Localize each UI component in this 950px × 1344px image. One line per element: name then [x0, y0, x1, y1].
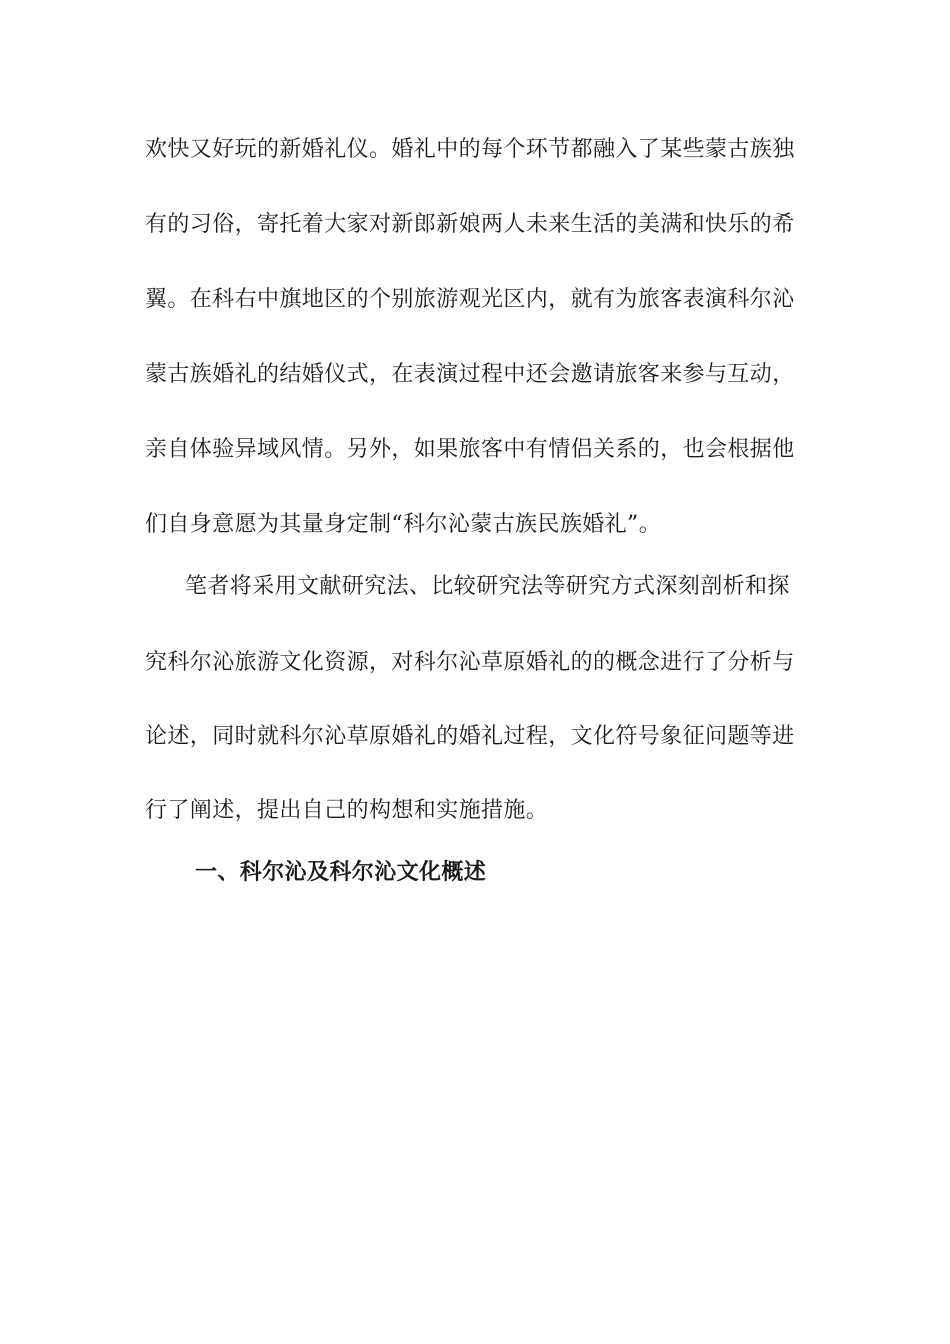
- paragraph-2-line-4: 行了阐述，提出自己的构想和实施措施。: [145, 798, 549, 823]
- paragraph-2-line-2: 究科尔沁旅游文化资源，对科尔沁草原婚礼的的概念进行了分析与: [145, 650, 795, 675]
- paragraph-1-line-1: 欢快又好玩的新婚礼仪。婚礼中的每个环节都融入了某些蒙古族独: [145, 137, 795, 162]
- paragraph-2-line-3: 论述，同时就科尔沁草原婚礼的婚礼过程，文化符号象征问题等进: [145, 724, 795, 749]
- paragraph-2-line-1: 笔者将采用文献研究法、比较研究法等研究方式深刻剖析和探: [185, 574, 790, 599]
- paragraph-1-line-4: 蒙古族婚礼的结婚仪式，在表演过程中还会邀请旅客来参与互动，: [145, 362, 795, 387]
- section-heading: 一、科尔沁及科尔沁文化概述: [195, 860, 487, 885]
- paragraph-1-line-3: 翼。在科右中旗地区的个别旅游观光区内，就有为旅客表演科尔沁: [145, 287, 795, 312]
- paragraph-1-line-2: 有的习俗，寄托着大家对新郎新娘两人未来生活的美满和快乐的希: [145, 212, 795, 237]
- paragraph-1-line-5: 亲自体验异域风情。另外，如果旅客中有情侣关系的，也会根据他: [145, 437, 795, 462]
- paragraph-1-line-6: 们自身意愿为其量身定制“科尔沁蒙古族民族婚礼”。: [145, 512, 662, 537]
